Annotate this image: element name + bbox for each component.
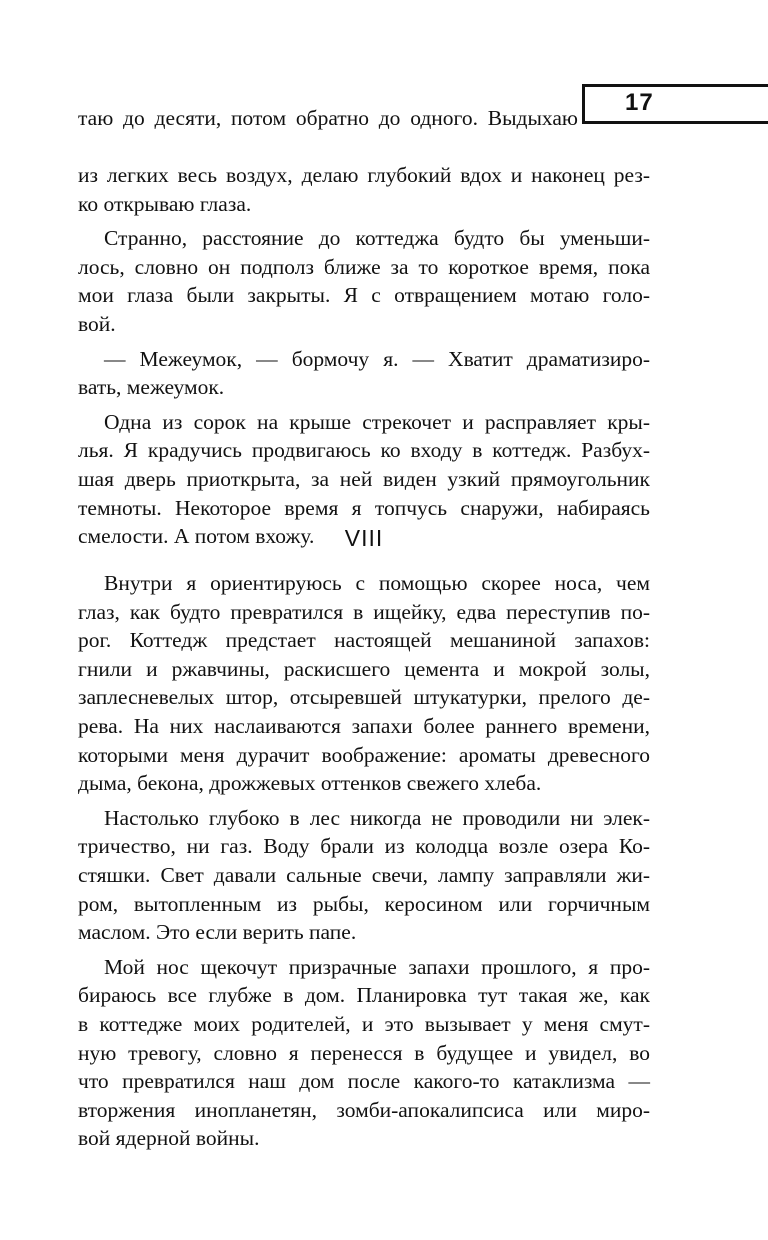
text-line: заплесневелых штор, отсыревшей штукатурки, прелого де- — [78, 685, 650, 710]
text-line: из легких весь воздух, делаю глубокий вдох и наконец рез- — [78, 163, 650, 187]
text-line: рева. На них наслаиваются запахи более раннего времени, — [78, 713, 650, 738]
text-line: глаз, как будто превратился в ищейку, едва переступив по- — [78, 599, 650, 624]
page-number-box — [582, 84, 768, 124]
text-line: в коттедже моих родителей, и это вызывает у меня смут- — [78, 1011, 650, 1036]
text-line: — Межеумок, — бормочу я. — Хватит драматизиро- — [104, 346, 650, 371]
text-line: стяшки. Свет давали сальные свечи, лампу заправляли жи- — [78, 862, 650, 887]
text-line: темноты. Некоторое время я топчусь снаружи, набираясь — [78, 495, 650, 520]
text-line: тричество, ни газ. Воду брали из колодца возле озера Ко- — [78, 834, 650, 859]
paragraph — [78, 804, 650, 947]
chapter-heading: VIII — [344, 525, 384, 551]
text-line: шая дверь приоткрыта, за ней виден узкий прямоугольник — [78, 466, 650, 491]
text-line: Одна из сорок на крыше стрекочет и расправляет кры- — [104, 409, 650, 434]
text-line: бираюсь все глубже в дом. Планировка тут такая же, как — [78, 983, 650, 1008]
paragraph — [78, 224, 650, 338]
text-line: которыми меня дурачит воображение: ароматы древесного — [78, 742, 650, 767]
text-line: гнили и ржавчины, раскисшего цемента и мокрой золы, — [78, 656, 650, 681]
text-line: Внутри я ориентируюсь с помощью скорее носа, чем — [104, 571, 650, 595]
text-before-chapter — [78, 161, 650, 551]
paragraph — [78, 345, 650, 402]
text-line: Странно, расстояние до коттеджа будто бы уменьши- — [104, 226, 650, 251]
text-line: рог. Коттедж предстает настоящей мешаниной запахов: — [78, 628, 650, 653]
text-line: что превратился наш дом после какого-то катаклизма — — [78, 1069, 650, 1094]
text-line: мои глаза были закрыты. Я с отвращением мотаю голо- — [78, 283, 650, 308]
text-line: лось, словно он подполз ближе за то короткое время, пока — [78, 254, 650, 279]
text-line: ром, вытопленным из рыбы, керосином или горчичным — [78, 891, 650, 916]
text-line: вать, межеумок. — [78, 375, 225, 400]
text-line: таю до десяти, потом обратно до одного. Выдыхаю — [78, 106, 578, 130]
text-line: вой ядерной войны. — [78, 1126, 260, 1151]
paragraph — [78, 569, 650, 798]
top-line-block — [78, 104, 578, 133]
text-line: дыма, бекона, дрожжевых оттенков свежего хлеба. — [78, 771, 542, 796]
text-line: Настолько глубоко в лес никогда не проводили ни элек- — [104, 805, 650, 830]
text-line: ную тревогу, словно я перенесся в будущее и увидел, во — [78, 1040, 650, 1065]
text-line: вторжения инопланетян, зомби-апокалипсиса или миро- — [78, 1097, 650, 1122]
text-line: лья. Я крадучись продвигаюсь ко входу в коттедж. Разбух- — [78, 438, 650, 463]
text-line: смелости. А потом вхожу. — [78, 524, 315, 549]
page-number: 17 — [625, 89, 654, 116]
text-line: ко открываю глаза. — [78, 191, 252, 216]
text-line: Мой нос щекочут призрачные запахи прошлого, я про- — [104, 954, 650, 979]
paragraph — [78, 161, 650, 218]
text-line: вой. — [78, 311, 116, 336]
text-line: маслом. Это если верить папе. — [78, 920, 357, 945]
paragraph — [78, 953, 650, 1153]
text-chapter-body — [78, 569, 650, 1153]
